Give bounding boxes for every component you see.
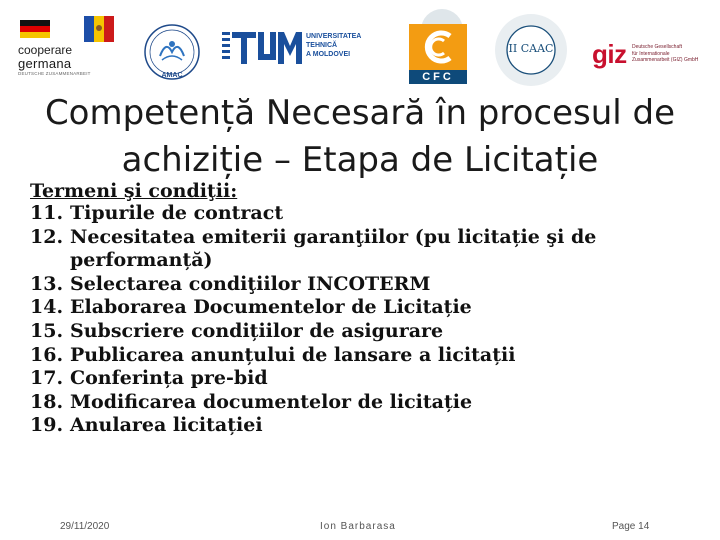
utm-mark-icon bbox=[222, 26, 304, 72]
giz-line3: Zusammenarbeit (GIZ) GmbH bbox=[632, 57, 699, 63]
coop-line3: DEUTSCHE ZUSAMMENARBEIT bbox=[18, 71, 91, 76]
footer-author: Ion Barbarasa bbox=[320, 521, 396, 532]
item-number: 14. bbox=[30, 296, 64, 319]
slide-content bbox=[30, 180, 710, 438]
slide-title bbox=[20, 90, 700, 184]
slide-footer bbox=[0, 518, 720, 538]
terms-heading: Termeni şi condiţii: bbox=[30, 180, 238, 202]
item-text: Elaborarea Documentelor de Licitație bbox=[70, 296, 472, 319]
utm-logo bbox=[222, 26, 394, 72]
item-text: Selectarea condiţiilor INCOTERM bbox=[70, 272, 431, 295]
cfc-logo bbox=[404, 8, 472, 86]
utm-line1: UNIVERSITATEA TEHNICĂ bbox=[306, 33, 362, 49]
giz-line1: Deutsche Gesellschaft bbox=[632, 44, 683, 50]
list-item bbox=[30, 367, 710, 391]
logo-strip bbox=[0, 0, 720, 92]
item-text: Necesitatea emiterii garanţiilor (pu licitație şi de performanță) bbox=[70, 225, 597, 272]
terms-list bbox=[30, 202, 710, 438]
list-item bbox=[30, 296, 710, 320]
list-item bbox=[30, 320, 710, 344]
iicaac-logo bbox=[490, 12, 572, 88]
item-number: 17. bbox=[30, 367, 64, 390]
title-line2: achiziție – Etapa de Licitație bbox=[121, 140, 599, 180]
list-item bbox=[30, 226, 710, 273]
amac-logo bbox=[142, 22, 202, 84]
list-item bbox=[30, 344, 710, 368]
amac-label: AMAC bbox=[161, 72, 183, 79]
item-text: Conferința pre-bid bbox=[70, 367, 268, 390]
title-line1: Competență Necesară în procesul de bbox=[44, 93, 676, 133]
cfc-label: CFC bbox=[409, 70, 467, 84]
item-text: Publicarea anunțului de lansare a licitații bbox=[70, 343, 516, 366]
giz-line2: für Internationale bbox=[632, 50, 670, 57]
item-number: 11. bbox=[30, 202, 64, 224]
item-text: Anularea licitației bbox=[70, 414, 263, 437]
item-text: Subscriere condițiilor de asigurare bbox=[70, 319, 444, 342]
coop-line2: germana bbox=[18, 56, 72, 71]
list-item bbox=[30, 391, 710, 415]
coop-line1: cooperare bbox=[18, 43, 73, 57]
item-number: 18. bbox=[30, 390, 64, 413]
flags-icon bbox=[20, 16, 116, 42]
giz-logo bbox=[592, 40, 702, 76]
iicaac-label: II CAAC bbox=[508, 42, 554, 55]
cfc-emblem-icon bbox=[404, 8, 472, 70]
item-number: 13. bbox=[30, 272, 64, 295]
item-text: Tipurile de contract bbox=[70, 202, 284, 224]
item-number: 19. bbox=[30, 414, 64, 437]
german-cooperation-logo bbox=[18, 16, 114, 78]
giz-mark: giz bbox=[592, 39, 627, 69]
list-item bbox=[30, 414, 710, 438]
item-number: 15. bbox=[30, 319, 64, 342]
list-item bbox=[30, 202, 710, 226]
utm-line2: A MOLDOVEI bbox=[306, 50, 351, 58]
footer-page-number: Page 14 bbox=[612, 521, 650, 532]
item-text: Modificarea documentelor de licitație bbox=[70, 390, 473, 413]
footer-date: 29/11/2020 bbox=[60, 521, 110, 532]
item-number: 16. bbox=[30, 343, 64, 366]
list-item bbox=[30, 273, 710, 297]
item-number: 12. bbox=[30, 225, 64, 248]
